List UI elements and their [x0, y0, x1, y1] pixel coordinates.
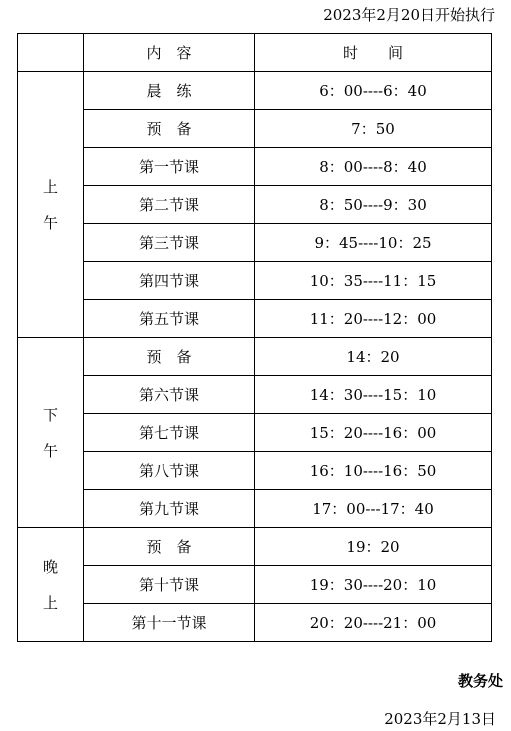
schedule-table [17, 33, 492, 642]
schedule-item: 第一节课 [84, 148, 255, 186]
table-row [18, 300, 492, 338]
schedule-time: 19：30----20：10 [255, 566, 492, 604]
schedule-item: 预 备 [84, 110, 255, 148]
table-row [18, 452, 492, 490]
effective-date-note: 2023年2月20日开始执行 [323, 6, 495, 24]
table-row [18, 72, 492, 110]
period-evening: 晚 上 [18, 528, 84, 642]
period-morning: 上 午 [18, 72, 84, 338]
schedule-item: 第四节课 [84, 262, 255, 300]
table-row [18, 376, 492, 414]
schedule-item: 第十节课 [84, 566, 255, 604]
schedule-item: 第二节课 [84, 186, 255, 224]
table-row [18, 528, 492, 566]
schedule-time: 8：00----8：40 [255, 148, 492, 186]
table-row [18, 338, 492, 376]
schedule-item: 第九节课 [84, 490, 255, 528]
table-row [18, 262, 492, 300]
schedule-time: 6：00----6：40 [255, 72, 492, 110]
issuing-office: 教务处 [457, 672, 503, 690]
signature-date: 2023年2月13日 [384, 710, 496, 728]
table-row [18, 186, 492, 224]
schedule-item: 第五节课 [84, 300, 255, 338]
schedule-time: 11：20----12：00 [255, 300, 492, 338]
table-row [18, 224, 492, 262]
schedule-time: 7：50 [255, 110, 492, 148]
schedule-item: 第三节课 [84, 224, 255, 262]
schedule-time: 14：20 [255, 338, 492, 376]
table-row [18, 604, 492, 642]
table-row [18, 566, 492, 604]
schedule-item: 第十一节课 [84, 604, 255, 642]
schedule-time: 17：00---17：40 [255, 490, 492, 528]
table-row [18, 490, 492, 528]
schedule-item: 预 备 [84, 528, 255, 566]
header-blank-cell [18, 34, 84, 72]
schedule-time: 14：30----15：10 [255, 376, 492, 414]
schedule-time: 16：10----16：50 [255, 452, 492, 490]
schedule-time: 20：20----21：00 [255, 604, 492, 642]
schedule-item: 晨 练 [84, 72, 255, 110]
table-row [18, 148, 492, 186]
schedule-time: 19：20 [255, 528, 492, 566]
schedule-time: 10：35----11：15 [255, 262, 492, 300]
schedule-item: 第八节课 [84, 452, 255, 490]
schedule-time: 15：20----16：00 [255, 414, 492, 452]
schedule-item: 预 备 [84, 338, 255, 376]
period-afternoon: 下 午 [18, 338, 84, 528]
header-content: 内 容 [84, 34, 255, 72]
table-header-row [18, 34, 492, 72]
schedule-time: 9：45----10：25 [255, 224, 492, 262]
table-row [18, 110, 492, 148]
schedule-item: 第七节课 [84, 414, 255, 452]
schedule-item: 第六节课 [84, 376, 255, 414]
table-row [18, 414, 492, 452]
header-time: 时 间 [255, 34, 492, 72]
schedule-time: 8：50----9：30 [255, 186, 492, 224]
